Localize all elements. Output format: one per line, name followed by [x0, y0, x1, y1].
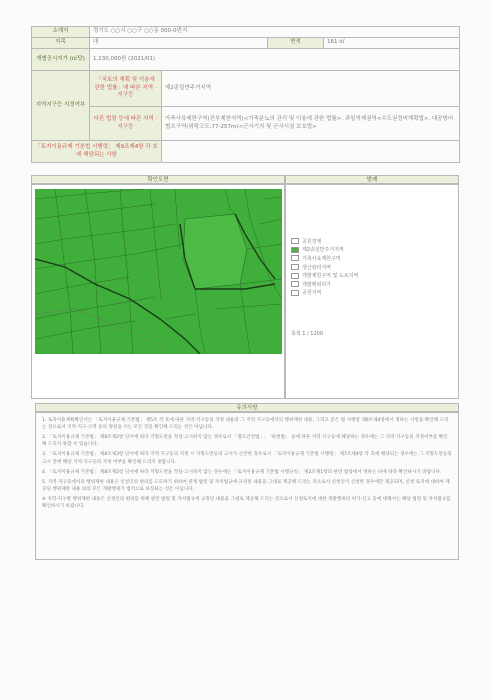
jimok-value: 대 [90, 38, 268, 49]
legend-item: 생산관리지역 [291, 263, 358, 272]
enforcement-label: 「토지이용규제 기본법 시행령」 제9조제4항 각 호에 해당되는 사항 [32, 141, 162, 163]
legend-item: 개발제한구역 및 도로지역 [291, 271, 358, 280]
legend-panel-title: 범례 [285, 175, 459, 184]
legend-item: 공원지역 [291, 289, 358, 298]
legend-swatch [291, 247, 299, 253]
legend-swatch [291, 264, 299, 270]
notes-title: 유의사항 [35, 403, 459, 412]
note-paragraph: 1. 토지이용계획확인서는 「토지이용규제 기본법」 제5조 각 호에 따른 지역·지구등의 지정 내용과 그 지역·지구등에서의 행위제한 내용, 그리고 같은 법 시행령 제9조제4항에서 정하는 사항을 확인해 드리는 것으로서 지역·지구·구역 등의 명칭을 쓰는 모든 것을 확인해 드리는 것은 아닙니다. [42, 418, 449, 431]
area-label: 면적 [268, 38, 324, 49]
note-paragraph: 2. 「토지이용규제 기본법」 제8조제2항 단서에 따라 지형도면을 작성·고시하지 않는 경우로서 「철도안전법」, 「하천법」 등에 따른 지역·지구등에 해당하는 경우에는 그 지역·지구등의 지정여부를 확인해 드리지 못할 수 있습니다. [42, 435, 448, 448]
legend-swatch [291, 255, 299, 261]
legend-swatch [291, 281, 299, 287]
legend-swatch [291, 273, 299, 279]
legend-item: 제2종일반주거지역 [291, 246, 358, 255]
note-paragraph: 3. 「토지이용규제 기본법」 제8조제3항 단서에 따라 지역·지구등의 지정 시 지형도면등의 고시가 곤란한 경우로서 「토지이용규제 기본법 시행령」 제7조제4항 각 호에 해당되는 경우에는 그 지형도면등의 고시 전에 해당 지역·지구등의 지정 여부를 확인해 드리지 못합니다. [42, 452, 452, 465]
map-panel [31, 184, 285, 399]
map-scale: 축척 1 / 1200 [291, 331, 324, 337]
note-paragraph: 4. 「토지이용규제 기본법」 제8조제2항 단서에 따라 지형도면을 작성·고시하지 않는 경우에는 「토지이용규제 기본법 시행규칙」 제2조제1항의 관련 법령에서 정하는 바에 따라 확인하시기 바랍니다. [42, 469, 442, 475]
legend-panel [285, 184, 459, 399]
location-value: 경기도 ○○시 ○○구 ○○동 000-0번지 [90, 27, 460, 38]
jimok-label: 지목 [32, 38, 90, 49]
note-paragraph: 5. 지역·지구등에서의 행위제한 내용은 신청인의 편의를 도모하기 위하여 관계 법령 및 자치법규에 규정된 내용을 그대로 제공해 드리는 것으로서 신청인이 신청한 경우에만 제공되며, 신청 토지에 대하여 제공된 행위제한 내용 외의 모든 개발행위가 법적으로 보장되는 것은 아닙니다. [42, 479, 450, 492]
price-value: 1,130,000원 (2021/01) [90, 49, 460, 71]
land-info-table [31, 26, 460, 163]
location-label: 소재지 [32, 27, 90, 38]
legend-item: 가축사육제한구역 [291, 254, 358, 263]
zoning-label: 지역지구등 지정여부 [32, 71, 90, 141]
legend-item: 공원경계 [291, 237, 358, 246]
zoning-row1-value: 제2종일반주거지역 [162, 71, 460, 107]
price-label: 개별공시지가 (㎡당) [32, 49, 90, 71]
notes-panel [35, 412, 459, 560]
legend-list [291, 237, 358, 297]
cadastral-map [35, 189, 282, 354]
zoning-row1-label: 「국토의 계획 및 이용에 관한 법률」에 따른 지역 · 지구등 [90, 71, 162, 107]
zoning-row2-value: 가축사육제한구역(전부제한지역)<가축분뇨의 관리 및 이용에 관한 법률>, 과밀억제권역<수도권정비계획법>, 대공방어협조구역(위탁고도:77-257m)<군사기지 및 군사시설 보호법> [162, 107, 460, 141]
legend-item: 개발행위허가 [291, 280, 358, 289]
area-value: 161 ㎡ [324, 38, 460, 49]
cadastral-map-graphic [35, 189, 282, 354]
legend-swatch [291, 290, 299, 296]
enforcement-value [162, 141, 460, 163]
map-panel-title: 확인도면 [31, 175, 285, 184]
legend-swatch [291, 238, 299, 244]
zoning-row2-label: 다른 법령 등에 따른 지역 · 지구등 [90, 107, 162, 141]
note-paragraph: ※ 지역·지구별 행위제한 내용은 신청인의 편의를 위해 관련 법령 및 자치법규에 규정된 내용을 그대로 제공해 드리는 것으로서 신청토지에 대한 개발행위의 허가·신고 등에 대해서는 해당 법령 및 자치법규를 확인하시기 바랍니다. [42, 496, 451, 510]
